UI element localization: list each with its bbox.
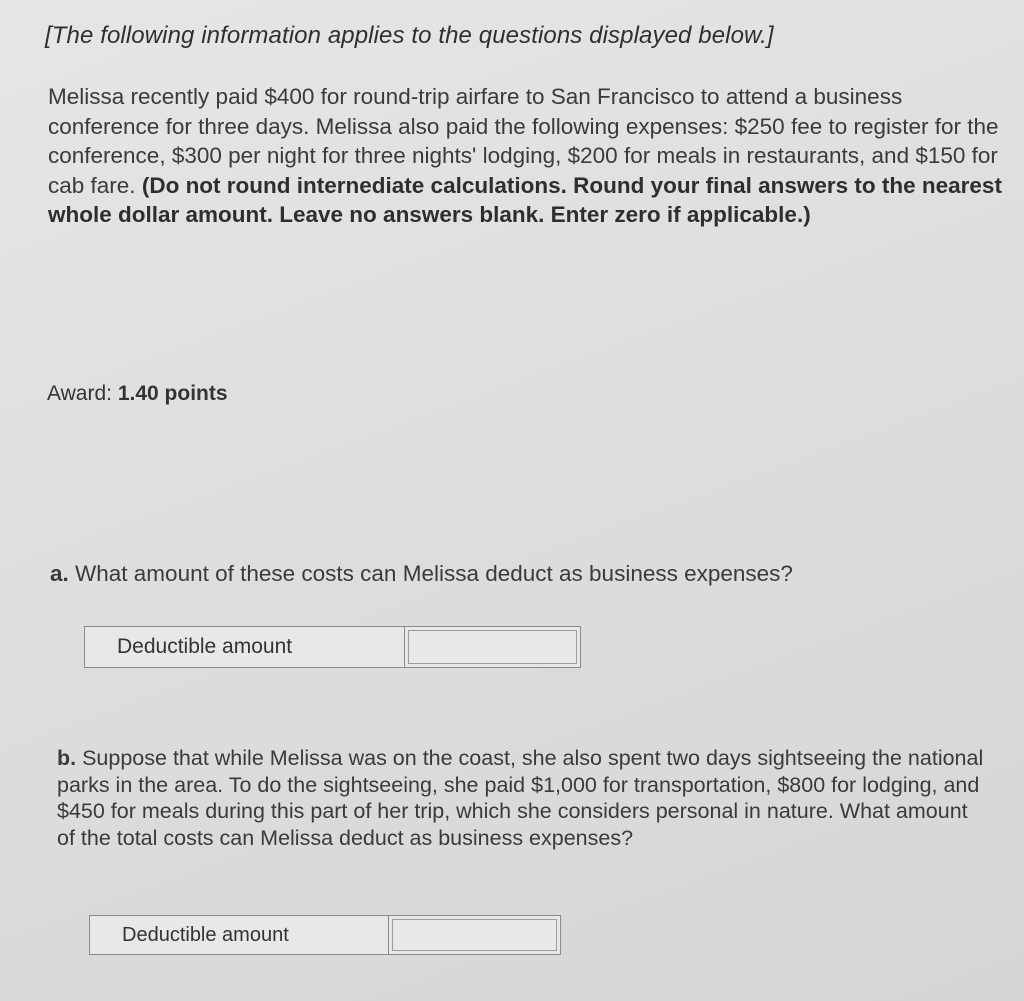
intro-note: [The following information applies to the questions displayed below.] — [45, 22, 774, 49]
question-a-letter: a. — [50, 561, 69, 586]
question-a — [50, 561, 793, 587]
award-value: 1.40 points — [117, 382, 228, 405]
award-points — [47, 382, 228, 406]
award-label: Award: — [47, 382, 112, 405]
answer-b-cell — [389, 916, 560, 954]
answer-a-label: Deductible amount — [85, 627, 405, 667]
deductible-amount-b-input[interactable] — [392, 919, 557, 951]
question-a-text: What amount of these costs can Melissa deduct as business expenses? — [75, 561, 793, 586]
question-b-text: Suppose that while Melissa was on the coast, she also spent two days sightseeing the national parks in the area. To do the sightseeing, she paid $1,000 for transportation, $800 for lodging, and $450 for meals during this part of her trip, which she considers personal in nature. What amount of the total costs can Melissa deduct as business expenses? — [57, 746, 984, 850]
question-b-letter: b. — [57, 746, 77, 770]
question-b — [57, 745, 987, 851]
scenario-text: Melissa recently paid $400 for round-trip airfare to San Francisco to attend a business conference for three days. Melissa also paid the following expenses: $250 fee to register for the conference, $300 per night for three nights' lodging, $200 for meals in restaurants, and $150 for cab fare. — [48, 84, 999, 198]
instructions-text: (Do not round internediate calculations. Round your final answers to the nearest whole dollar amount. Leave no answers blank. Enter zero if applicable.) — [48, 172, 1002, 228]
deductible-amount-a-input[interactable] — [408, 630, 577, 664]
answer-table-b — [89, 915, 561, 955]
scenario-paragraph — [48, 82, 1013, 230]
answer-table-a — [84, 626, 581, 668]
answer-a-cell — [405, 627, 580, 667]
answer-b-label: Deductible amount — [90, 916, 389, 954]
